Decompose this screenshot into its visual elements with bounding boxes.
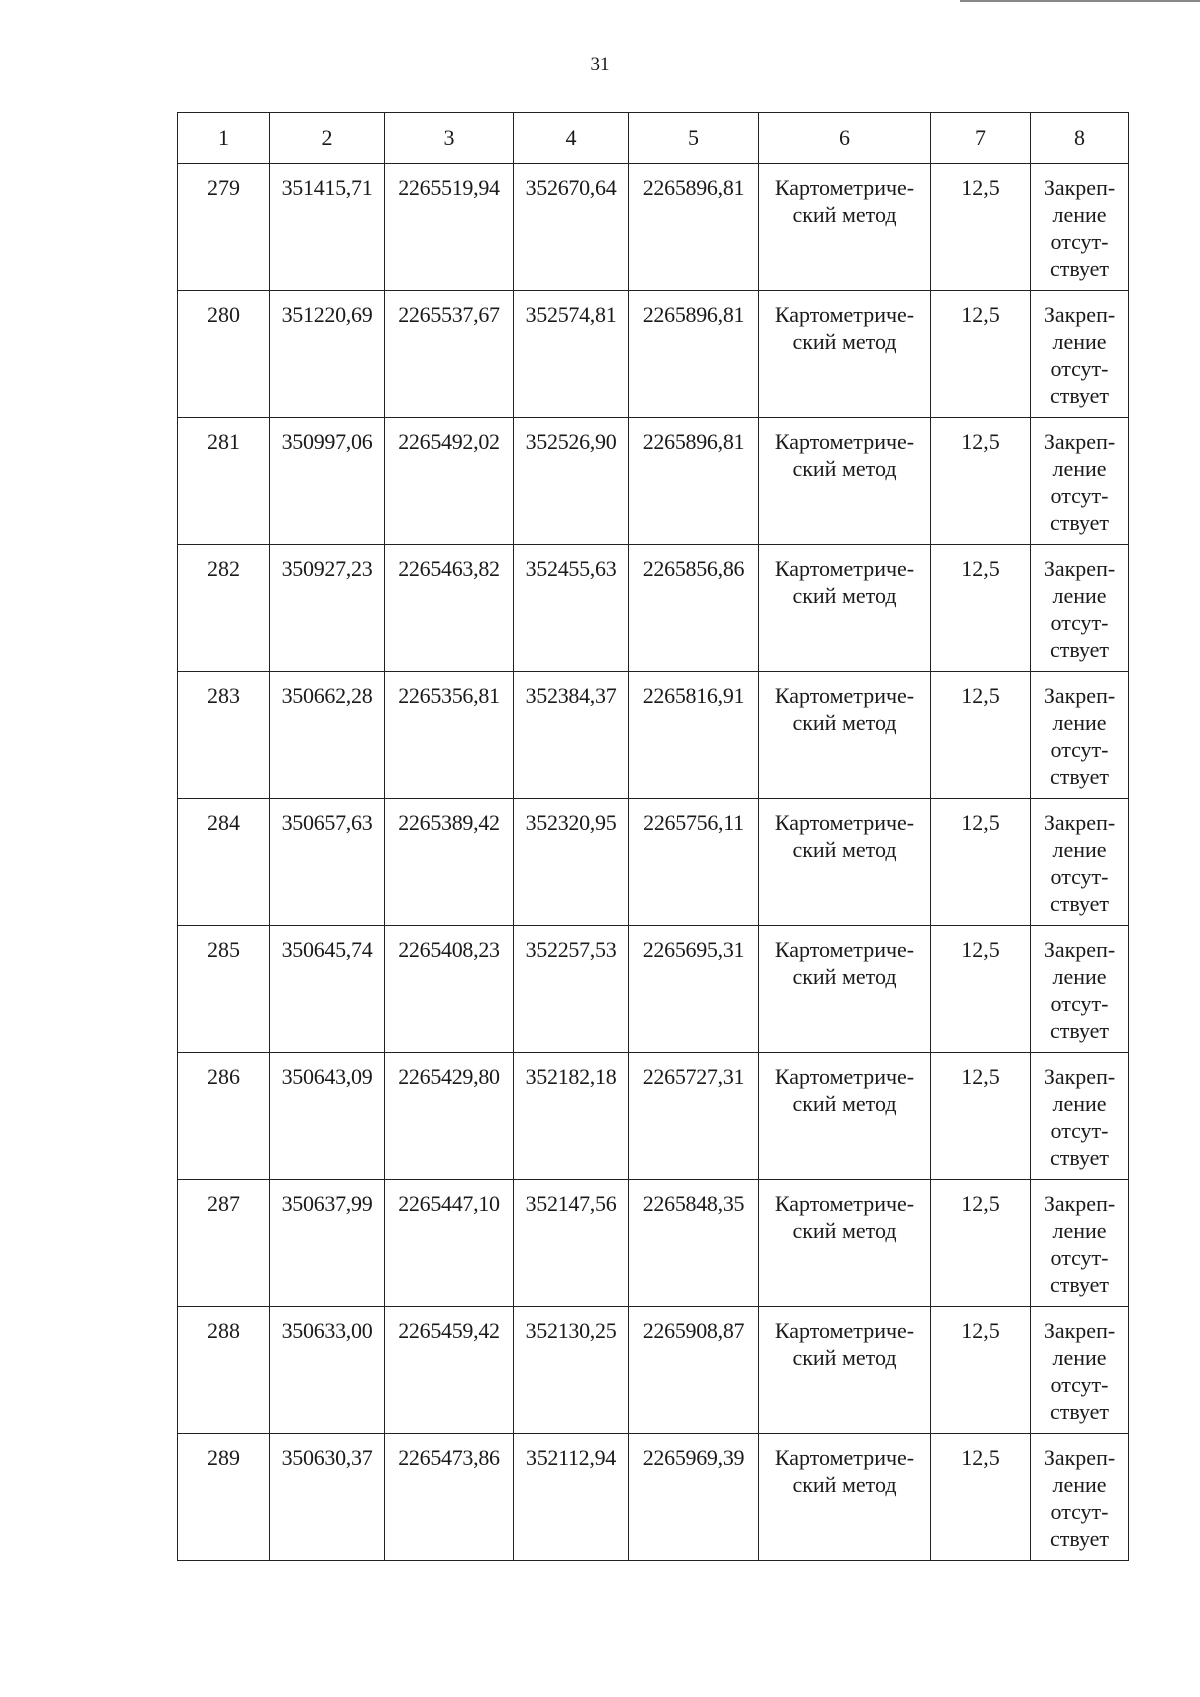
top-edge-rule (960, 0, 1200, 2)
fixing-text-line: Закреп- (1043, 1445, 1116, 1470)
table-row (178, 672, 1129, 799)
point-number-cell: 285 (178, 926, 270, 1053)
y-coordinate-cell: 2265756,11 (629, 799, 759, 926)
fixing-text-line: ствует (1049, 1272, 1110, 1297)
fixing-text-line: Закреп- (1043, 1064, 1116, 1089)
y-coordinate-cell: 2265695,31 (629, 926, 759, 1053)
table-row (178, 164, 1129, 291)
x-coordinate-cell: 350633,00 (270, 1307, 385, 1434)
point-number-cell: 289 (178, 1434, 270, 1561)
table-row (178, 799, 1129, 926)
method-text-line: ский метод (792, 1218, 897, 1243)
x-coordinate-cell: 352320,95 (514, 799, 629, 926)
fixing-text-line: Закреп- (1043, 1191, 1116, 1216)
y-coordinate-cell: 2265896,81 (629, 291, 759, 418)
fixing-text-line: ление (1052, 202, 1107, 227)
x-coordinate-cell: 352112,94 (514, 1434, 629, 1561)
method-text-line: ский метод (792, 837, 897, 862)
fixing-cell (1031, 164, 1129, 291)
x-coordinate-cell: 351220,69 (270, 291, 385, 418)
method-text-line: ский метод (792, 1472, 897, 1497)
fixing-text-line: отсут- (1050, 1372, 1109, 1397)
accuracy-cell: 12,5 (931, 799, 1031, 926)
fixing-text-line: отсут- (1050, 610, 1109, 635)
fixing-text-line: отсут- (1050, 229, 1109, 254)
accuracy-cell: 12,5 (931, 1053, 1031, 1180)
method-text-line: ский метод (792, 202, 897, 227)
x-coordinate-cell: 350645,74 (270, 926, 385, 1053)
fixing-cell (1031, 1434, 1129, 1561)
column-header: 2 (270, 113, 385, 164)
fixing-text-line: Закреп- (1043, 429, 1116, 454)
coordinates-table (177, 112, 1129, 1561)
x-coordinate-cell: 352182,18 (514, 1053, 629, 1180)
method-cell (759, 418, 931, 545)
y-coordinate-cell: 2265816,91 (629, 672, 759, 799)
x-coordinate-cell: 350643,09 (270, 1053, 385, 1180)
column-header: 1 (178, 113, 270, 164)
fixing-text-line: ствует (1049, 383, 1110, 408)
x-coordinate-cell: 350927,23 (270, 545, 385, 672)
fixing-text-line: ствует (1049, 1145, 1110, 1170)
method-text-line: ский метод (792, 456, 897, 481)
method-cell (759, 1180, 931, 1307)
fixing-cell (1031, 926, 1129, 1053)
fixing-cell (1031, 545, 1129, 672)
table-row (178, 291, 1129, 418)
y-coordinate-cell: 2265463,82 (385, 545, 514, 672)
fixing-text-line: Закреп- (1043, 683, 1116, 708)
fixing-text-line: отсут- (1050, 1499, 1109, 1524)
fixing-text-line: отсут- (1050, 483, 1109, 508)
y-coordinate-cell: 2265896,81 (629, 164, 759, 291)
accuracy-cell: 12,5 (931, 926, 1031, 1053)
y-coordinate-cell: 2265537,67 (385, 291, 514, 418)
x-coordinate-cell: 352670,64 (514, 164, 629, 291)
table-row (178, 1434, 1129, 1561)
fixing-text-line: ствует (1049, 1018, 1110, 1043)
fixing-text-line: ление (1052, 329, 1107, 354)
accuracy-cell: 12,5 (931, 164, 1031, 291)
table-header-row (178, 113, 1129, 164)
table-row (178, 1053, 1129, 1180)
fixing-text-line: ление (1052, 1345, 1107, 1370)
column-header: 3 (385, 113, 514, 164)
column-header: 6 (759, 113, 931, 164)
fixing-text-line: ление (1052, 964, 1107, 989)
x-coordinate-cell: 351415,71 (270, 164, 385, 291)
x-coordinate-cell: 352147,56 (514, 1180, 629, 1307)
fixing-text-line: Закреп- (1043, 937, 1116, 962)
method-text-line: Картометриче- (774, 683, 915, 708)
fixing-text-line: ление (1052, 583, 1107, 608)
method-text-line: ский метод (792, 583, 897, 608)
table-row (178, 1180, 1129, 1307)
fixing-text-line: ление (1052, 837, 1107, 862)
table-row (178, 418, 1129, 545)
y-coordinate-cell: 2265519,94 (385, 164, 514, 291)
method-cell (759, 545, 931, 672)
y-coordinate-cell: 2265389,42 (385, 799, 514, 926)
method-cell (759, 926, 931, 1053)
point-number-cell: 283 (178, 672, 270, 799)
y-coordinate-cell: 2265459,42 (385, 1307, 514, 1434)
fixing-text-line: ствует (1049, 1526, 1110, 1551)
fixing-text-line: ление (1052, 1091, 1107, 1116)
column-header: 8 (1031, 113, 1129, 164)
y-coordinate-cell: 2265969,39 (629, 1434, 759, 1561)
fixing-text-line: Закреп- (1043, 175, 1116, 200)
fixing-text-line: отсут- (1050, 737, 1109, 762)
method-text-line: Картометриче- (774, 937, 915, 962)
point-number-cell: 284 (178, 799, 270, 926)
accuracy-cell: 12,5 (931, 672, 1031, 799)
method-text-line: Картометриче- (774, 1445, 915, 1470)
accuracy-cell: 12,5 (931, 418, 1031, 545)
x-coordinate-cell: 350662,28 (270, 672, 385, 799)
fixing-text-line: Закреп- (1043, 556, 1116, 581)
x-coordinate-cell: 352526,90 (514, 418, 629, 545)
fixing-text-line: ление (1052, 1472, 1107, 1497)
point-number-cell: 288 (178, 1307, 270, 1434)
y-coordinate-cell: 2265429,80 (385, 1053, 514, 1180)
table-body (178, 164, 1129, 1561)
fixing-cell (1031, 1180, 1129, 1307)
point-number-cell: 286 (178, 1053, 270, 1180)
method-text-line: Картометриче- (774, 1318, 915, 1343)
method-cell (759, 291, 931, 418)
accuracy-cell: 12,5 (931, 291, 1031, 418)
fixing-text-line: Закреп- (1043, 810, 1116, 835)
fixing-cell (1031, 1053, 1129, 1180)
table-row (178, 926, 1129, 1053)
x-coordinate-cell: 352574,81 (514, 291, 629, 418)
x-coordinate-cell: 350630,37 (270, 1434, 385, 1561)
method-text-line: ский метод (792, 964, 897, 989)
accuracy-cell: 12,5 (931, 1434, 1031, 1561)
fixing-text-line: ление (1052, 1218, 1107, 1243)
fixing-text-line: ствует (1049, 637, 1110, 662)
fixing-text-line: ствует (1049, 510, 1110, 535)
fixing-text-line: ствует (1049, 891, 1110, 916)
x-coordinate-cell: 350637,99 (270, 1180, 385, 1307)
x-coordinate-cell: 350657,63 (270, 799, 385, 926)
fixing-cell (1031, 418, 1129, 545)
x-coordinate-cell: 352455,63 (514, 545, 629, 672)
method-text-line: ский метод (792, 1091, 897, 1116)
fixing-text-line: ствует (1049, 1399, 1110, 1424)
fixing-text-line: отсут- (1050, 356, 1109, 381)
fixing-text-line: отсут- (1050, 864, 1109, 889)
table-row (178, 1307, 1129, 1434)
method-text-line: Картометриче- (774, 302, 915, 327)
fixing-text-line: ление (1052, 456, 1107, 481)
accuracy-cell: 12,5 (931, 1180, 1031, 1307)
fixing-text-line: Закреп- (1043, 302, 1116, 327)
fixing-text-line: ствует (1049, 764, 1110, 789)
point-number-cell: 279 (178, 164, 270, 291)
method-cell (759, 799, 931, 926)
x-coordinate-cell: 350997,06 (270, 418, 385, 545)
y-coordinate-cell: 2265727,31 (629, 1053, 759, 1180)
y-coordinate-cell: 2265473,86 (385, 1434, 514, 1561)
x-coordinate-cell: 352130,25 (514, 1307, 629, 1434)
method-cell (759, 1053, 931, 1180)
method-text-line: ский метод (792, 710, 897, 735)
column-header: 5 (629, 113, 759, 164)
method-text-line: Картометриче- (774, 1191, 915, 1216)
method-text-line: ский метод (792, 1345, 897, 1370)
y-coordinate-cell: 2265356,81 (385, 672, 514, 799)
method-cell (759, 672, 931, 799)
column-header: 7 (931, 113, 1031, 164)
method-text-line: Картометриче- (774, 175, 915, 200)
column-header: 4 (514, 113, 629, 164)
fixing-cell (1031, 799, 1129, 926)
fixing-text-line: Закреп- (1043, 1318, 1116, 1343)
fixing-cell (1031, 1307, 1129, 1434)
x-coordinate-cell: 352257,53 (514, 926, 629, 1053)
y-coordinate-cell: 2265908,87 (629, 1307, 759, 1434)
method-text-line: Картометриче- (774, 1064, 915, 1089)
point-number-cell: 287 (178, 1180, 270, 1307)
point-number-cell: 280 (178, 291, 270, 418)
method-text-line: Картометриче- (774, 429, 915, 454)
point-number-cell: 282 (178, 545, 270, 672)
accuracy-cell: 12,5 (931, 545, 1031, 672)
table-row (178, 545, 1129, 672)
fixing-cell (1031, 291, 1129, 418)
point-number-cell: 281 (178, 418, 270, 545)
y-coordinate-cell: 2265408,23 (385, 926, 514, 1053)
x-coordinate-cell: 352384,37 (514, 672, 629, 799)
accuracy-cell: 12,5 (931, 1307, 1031, 1434)
y-coordinate-cell: 2265848,35 (629, 1180, 759, 1307)
fixing-text-line: ление (1052, 710, 1107, 735)
y-coordinate-cell: 2265447,10 (385, 1180, 514, 1307)
page-number: 31 (590, 54, 610, 75)
fixing-cell (1031, 672, 1129, 799)
fixing-text-line: отсут- (1050, 1245, 1109, 1270)
method-cell (759, 164, 931, 291)
y-coordinate-cell: 2265856,86 (629, 545, 759, 672)
y-coordinate-cell: 2265896,81 (629, 418, 759, 545)
method-cell (759, 1434, 931, 1561)
method-text-line: ский метод (792, 329, 897, 354)
method-text-line: Картометриче- (774, 556, 915, 581)
y-coordinate-cell: 2265492,02 (385, 418, 514, 545)
method-text-line: Картометриче- (774, 810, 915, 835)
fixing-text-line: ствует (1049, 256, 1110, 281)
method-cell (759, 1307, 931, 1434)
fixing-text-line: отсут- (1050, 991, 1109, 1016)
fixing-text-line: отсут- (1050, 1118, 1109, 1143)
